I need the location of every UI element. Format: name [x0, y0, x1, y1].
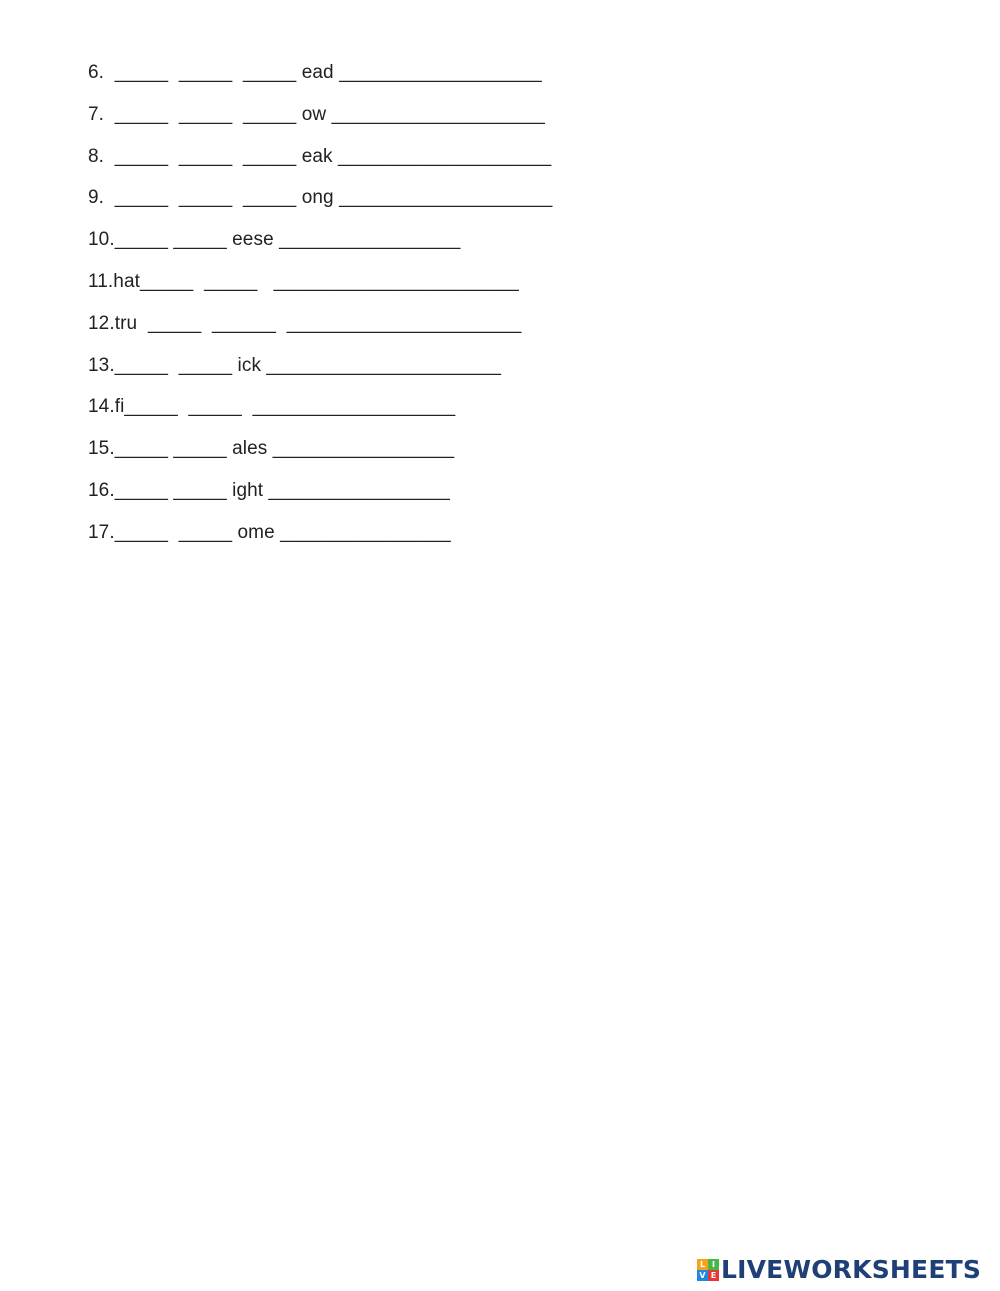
worksheet-line-13: 13._____ _____ ick ______________________ — [88, 354, 502, 376]
worksheet-line-7: 7. _____ _____ _____ ow ____________________ — [88, 103, 545, 125]
logo-block-v: V — [697, 1270, 708, 1281]
logo-block-i: I — [708, 1259, 719, 1270]
worksheet-line-11: 11.hat_____ _____ _______________________ — [88, 270, 519, 292]
worksheet-line-9: 9. _____ _____ _____ ong ____________________ — [88, 187, 553, 209]
worksheet-line-10: 10._____ _____ eese _________________ — [88, 229, 461, 251]
logo-block-l: L — [697, 1259, 708, 1270]
live-blocks-icon — [697, 1259, 719, 1281]
logo-block-e: E — [708, 1270, 719, 1281]
worksheet-line-14: 14.fi_____ _____ ___________________ — [88, 396, 456, 418]
worksheet-line-8: 8. _____ _____ _____ eak ____________________ — [88, 145, 552, 167]
liveworksheets-logo — [697, 1256, 981, 1284]
worksheet-line-12: 12.tru _____ ______ ______________________ — [88, 312, 522, 334]
worksheet — [88, 58, 788, 560]
worksheet-line-15: 15._____ _____ ales _________________ — [88, 438, 455, 460]
logo-text: LIVEWORKSHEETS — [721, 1255, 982, 1284]
worksheet-line-6: 6. _____ _____ _____ ead ___________________ — [88, 62, 542, 83]
worksheet-line-17: 17._____ _____ ome ________________ — [88, 521, 451, 543]
worksheet-line-16: 16._____ _____ ight _________________ — [88, 479, 450, 501]
